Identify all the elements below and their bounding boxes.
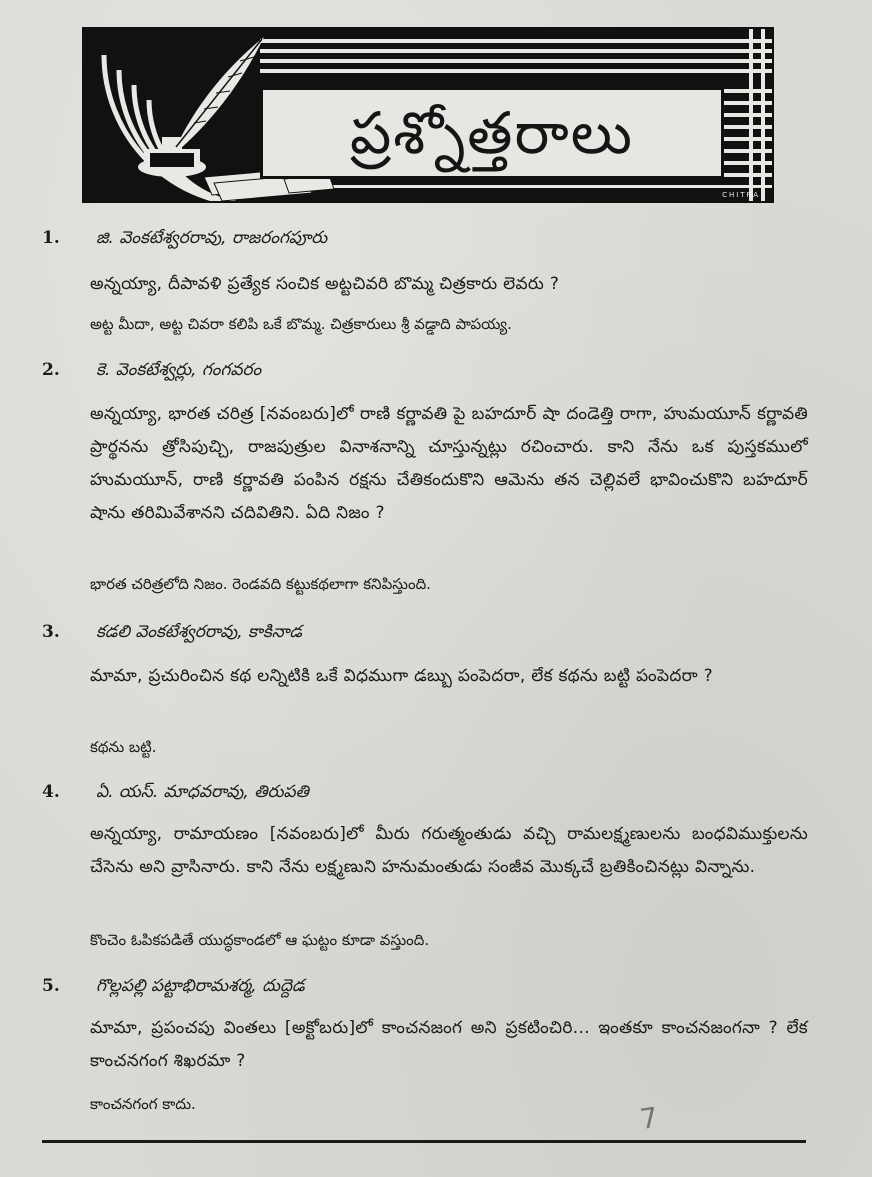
artist-signature: CHITRA <box>722 191 760 199</box>
question-number: 4. <box>42 782 60 802</box>
handwritten-page-mark: 7 <box>637 1100 661 1137</box>
question-text: మామా, ప్రచురించిన కథ లన్నిటికి ఒకే విధముగా డబ్బు పంపెదరా, లేక కథను బట్టి పంపెదరా ? <box>90 666 713 686</box>
asker-name: కె. వెంకటేశ్వర్లు, గంగవరం <box>96 360 262 380</box>
answer-text: భారత చరిత్రలోది నిజం. రెండవది కట్టుకథలాగా కనిపిస్తుంది. <box>90 575 431 593</box>
answer-text: అట్ట మీదా, అట్ట చివరా కలిపి ఒకే బొమ్మ. చిత్రకారులు శ్రీ వడ్డాది పాపయ్య. <box>90 315 512 333</box>
asker-name: కడలి వెంకటేశ్వరరావు, కాకినాడ <box>96 622 302 642</box>
question-text: అన్నయ్యా, రామాయణం [నవంబరు]లో మీరు గరుత్మంతుడు వచ్చి రామలక్ష్మణులను బంధవిముక్తులను చేసెను అని వ్రాసినారు. కాని నేను లక్ష్మణుని హనుమంతుడు సంజీవ మొక్కచే బ్రతికించినట్లు విన్నాను. <box>90 824 808 877</box>
header-banner <box>82 27 774 203</box>
question-number: 3. <box>42 622 60 642</box>
page-title: ప్రశ్నోత్తరాలు <box>350 99 634 167</box>
question-text: అన్నయ్యా, భారత చరిత్ర [నవంబరు]లో రాణి కర్ణావతి పై బహదూర్ షా దండెత్తి రాగా, హుమయూన్ కర్ణావతి ప్రార్థనను త్రోసిపుచ్చి, రాజపుత్రుల వినాశనాన్ని చూస్తున్నట్లు రచించారు. కాని నేను ఒక పుస్తకములో హుమయూన్, రాణి కర్ణావతి పంపిన రక్షను చేతికందుకొని ఆమెను తన చెల్లివలే భావించుకొని బహదూర్ షాను తరిమివేశానని చదివితిని. ఏది నిజం ? <box>90 404 808 523</box>
asker-name: జి. వెంకటేశ్వరరావు, రాజరంగపూరు <box>96 228 328 248</box>
question-number: 5. <box>42 976 60 996</box>
question-text: అన్నయ్యా, దీపావళి ప్రత్యేక సంచిక అట్టచివరి బొమ్మ చిత్రకారు లెవరు ? <box>90 274 560 294</box>
footer-rule <box>42 1140 806 1143</box>
question-number: 2. <box>42 360 60 380</box>
question-text: మామా, ప్రపంచపు వింతలు [అక్టోబరు]లో కాంచనజంగ అని ప్రకటించిరి... ఇంతకూ కాంచనజంగనా ? లేక కాంచనగంగ శిఖరమా ? <box>90 1018 808 1071</box>
asker-name: ఏ. యస్. మాధవరావు, తిరుపతి <box>96 782 309 802</box>
title-box <box>260 87 724 179</box>
asker-name: గొల్లపల్లి పట్టాభిరామశర్మ, దుద్దెడ <box>96 976 305 996</box>
answer-text: కథను బట్టి. <box>90 738 157 756</box>
answer-text: కాంచనగంగ కాదు. <box>90 1095 196 1113</box>
answer-text: కొంచెం ఓపికపడితే యుద్ధకాండలో ఆ ఘట్టం కూడా వస్తుంది. <box>90 931 430 949</box>
question-number: 1. <box>42 228 60 248</box>
